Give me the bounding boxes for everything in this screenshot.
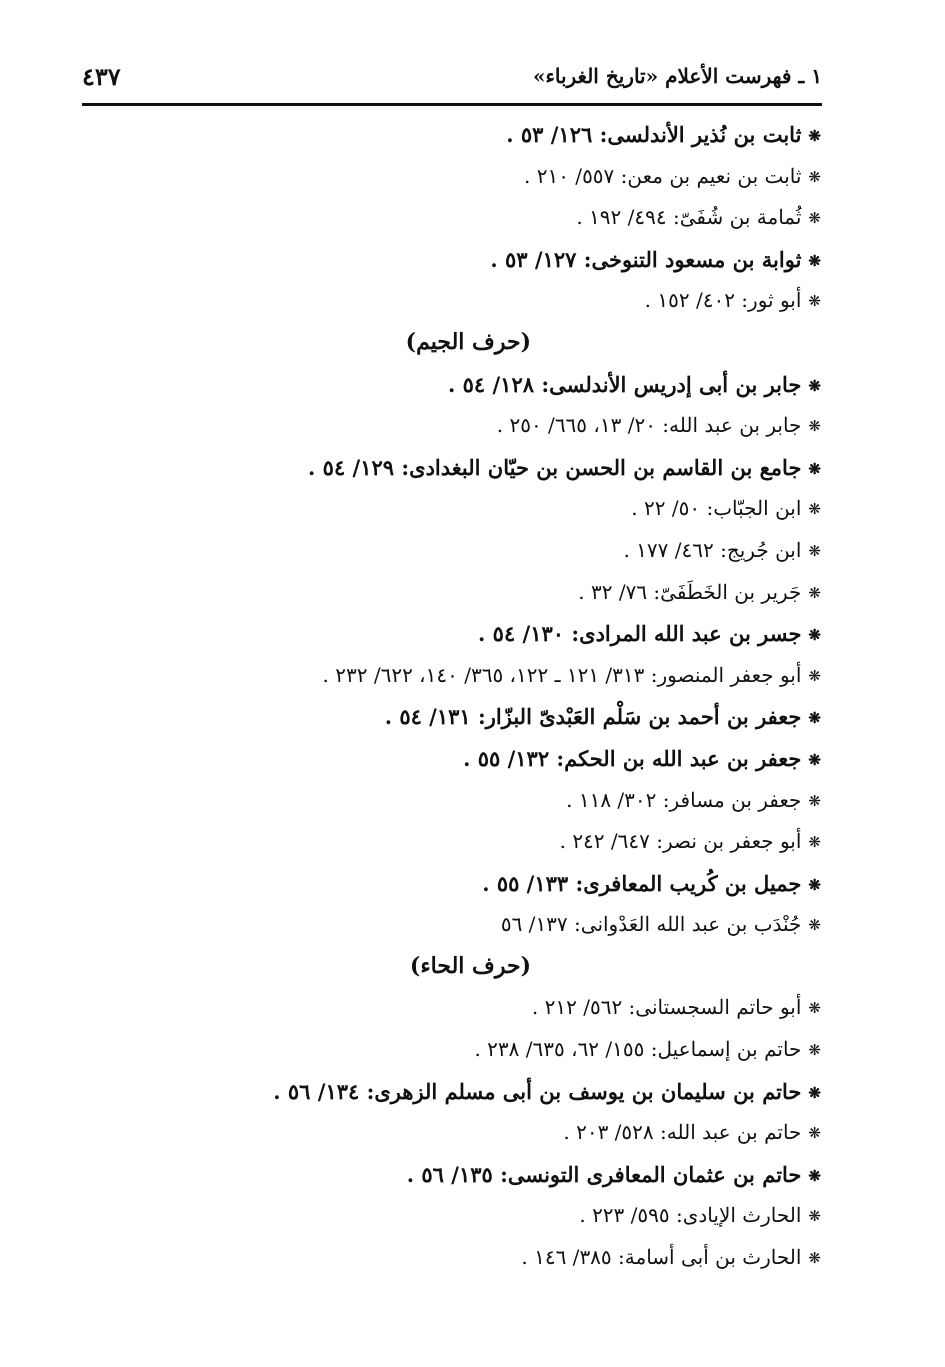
entry-text: جُنْدَب بن عبد الله العَدْوانى: ١٣٧/ ٥٦: [500, 912, 802, 937]
entry-text: جَرير بن الخَطَفَىّ: ٧٦/ ٣٢ .: [578, 579, 802, 604]
entry-text: حاتم بن عثمان المعافرى التونسى: ١٣٥/ ٥٦ .: [406, 1161, 802, 1187]
entry-text: أبو جعفر المنصور: ٣١٣/ ١٢١ ـ ١٢٢، ٣٦٥/ ١٤٠، ٦٢٢/ ٢٣٢ .: [322, 662, 802, 687]
index-entry: [121, 821, 821, 863]
running-header: [82, 58, 822, 98]
bullet-star-icon: ❋: [808, 209, 821, 228]
index-entry: [121, 156, 821, 198]
index-entry: [121, 572, 821, 614]
entry-text: الحارث بن أبى أسامة: ٣٨٥/ ١٤٦ .: [521, 1245, 802, 1270]
bullet-star-icon: ❋: [808, 127, 821, 145]
index-entry: [121, 780, 821, 822]
index-entry: [121, 530, 821, 572]
bullet-star-icon: ❋: [808, 1207, 821, 1226]
index-entry: [121, 1071, 821, 1113]
bullet-star-icon: ❋: [808, 750, 821, 769]
header-title: ١ ـ فهرست الأعلام «تاريخ الغرباء»: [532, 64, 822, 88]
bullet-star-icon: ❋: [808, 875, 821, 894]
index-entry: [121, 1112, 821, 1154]
index-entry: [121, 405, 821, 447]
index-entries-list: [121, 114, 821, 1279]
header-rule: [82, 103, 822, 106]
entry-text: جعفر بن مسافر: ٣٠٢/ ١١٨ .: [566, 787, 802, 812]
bullet-star-icon: ❋: [808, 417, 821, 436]
index-entry: [121, 280, 821, 322]
bullet-star-icon: ❋: [808, 999, 821, 1018]
bullet-star-icon: ❋: [808, 709, 821, 728]
bullet-star-icon: ❋: [808, 1041, 821, 1060]
index-entry: [121, 447, 821, 489]
index-entry: [121, 488, 821, 530]
section-heading: [121, 946, 821, 988]
bullet-star-icon: ❋: [808, 1124, 821, 1143]
index-entry: [121, 613, 821, 655]
section-heading-text: (حرف الحاء): [409, 952, 531, 979]
bullet-star-icon: ❋: [808, 916, 821, 935]
index-entry: [121, 1029, 821, 1071]
bullet-star-icon: ❋: [808, 833, 821, 852]
index-entry: [121, 655, 821, 697]
index-entry: [121, 987, 821, 1029]
entry-text: ابن الجبّاب: ٥٠/ ٢٢ .: [631, 496, 802, 521]
entry-text: الحارث الإيادى: ٥٩٥/ ٢٢٣ .: [579, 1203, 802, 1228]
section-heading-text: (حرف الجيم): [405, 328, 531, 355]
bullet-star-icon: ❋: [808, 583, 821, 602]
entry-text: جامع بن القاسم بن الحسن بن حيّان البغدادى: ١٢٩/ ٥٤ .: [308, 454, 802, 480]
bullet-star-icon: ❋: [808, 1166, 821, 1185]
bullet-star-icon: ❋: [808, 791, 821, 810]
bullet-star-icon: ❋: [808, 167, 821, 186]
bullet-star-icon: ❋: [808, 376, 821, 395]
bullet-star-icon: ❋: [808, 541, 821, 560]
bullet-star-icon: ❋: [808, 500, 821, 519]
bullet-star-icon: ❋: [808, 292, 821, 311]
index-entry: [121, 114, 821, 156]
index-entry: [121, 1195, 821, 1237]
index-entry: [121, 738, 821, 780]
index-entry: [121, 1237, 821, 1279]
page-number: ٤٣٧: [82, 62, 121, 91]
index-entry: [121, 904, 821, 946]
entry-text: ثابت بن نعيم بن معن: ٥٥٧/ ٢١٠ .: [524, 163, 802, 188]
index-entry: [121, 239, 821, 281]
entry-text: جابر بن عبد الله: ٢٠/ ١٣، ٦٦٥/ ٢٥٠ .: [496, 413, 802, 438]
bullet-star-icon: ❋: [808, 459, 821, 478]
bullet-star-icon: ❋: [808, 1249, 821, 1268]
entry-text: ابن جُريج: ٤٦٢/ ١٧٧ .: [623, 537, 802, 562]
bullet-star-icon: ❋: [808, 1083, 821, 1102]
index-entry: [121, 197, 821, 239]
entry-text: جعفر بن عبد الله بن الحكم: ١٣٢/ ٥٥ .: [463, 745, 802, 771]
entry-text: ثابت بن نُذير الأندلسى: ١٢٦/ ٥٣ .: [506, 122, 802, 147]
entry-text: جابر بن أبى إدريس الأندلسى: ١٢٨/ ٥٤ .: [448, 371, 802, 397]
entry-text: حاتم بن عبد الله: ٥٢٨/ ٢٠٣ .: [563, 1120, 802, 1145]
index-entry: [121, 863, 821, 905]
entry-text: أبو جعفر بن نصر: ٦٤٧/ ٢٤٢ .: [559, 829, 802, 854]
bullet-star-icon: ❋: [808, 666, 821, 685]
entry-text: حاتم بن إسماعيل: ١٥٥/ ٦٢، ٦٣٥/ ٢٣٨ .: [474, 1037, 802, 1062]
entry-text: جعفر بن أحمد بن سَلْم العَبْدىّ البزّار: ١٣١/ ٥٤ .: [384, 704, 802, 730]
section-heading: [121, 322, 821, 364]
entry-text: جسر بن عبد الله المرادى: ١٣٠/ ٥٤ .: [478, 621, 802, 647]
index-entry: [121, 1154, 821, 1196]
entry-text: أبو ثور: ٤٠٢/ ١٥٢ .: [644, 288, 802, 313]
entry-text: ثُمامة بن شُفَىّ: ٤٩٤/ ١٩٢ .: [576, 205, 802, 230]
entry-text: أبو حاتم السجستانى: ٥٦٢/ ٢١٢ .: [531, 995, 802, 1020]
entry-text: حاتم بن سليمان بن يوسف بن أبى مسلم الزهرى: ١٣٤/ ٥٦ .: [273, 1078, 802, 1104]
index-entry: [121, 364, 821, 406]
entry-text: ثوابة بن مسعود التنوخى: ١٢٧/ ٥٣ .: [490, 246, 802, 272]
bullet-star-icon: ❋: [808, 626, 821, 645]
index-entry: [121, 696, 821, 738]
entry-text: جميل بن كُريب المعافرى: ١٣٣/ ٥٥ .: [482, 870, 802, 896]
bullet-star-icon: ❋: [808, 251, 821, 270]
